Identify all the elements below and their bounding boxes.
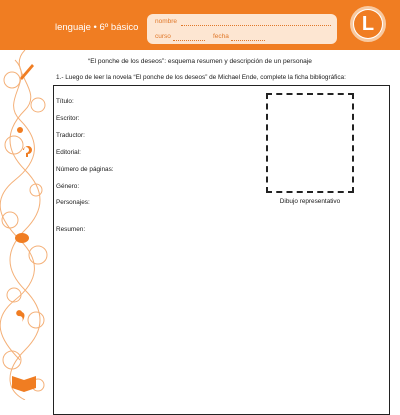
- instruction-text: 1.- Luego de leer la novela “El ponche de los deseos” de Michael Ende, complete la ficha bibliográfica:: [56, 74, 346, 81]
- field-titulo: Título:: [56, 98, 74, 105]
- nombre-field[interactable]: [181, 25, 331, 26]
- drawing-area[interactable]: [266, 93, 354, 193]
- quill-icon: [20, 64, 34, 80]
- comma-icon: [16, 310, 24, 322]
- drawing-caption: Dibujo representativo: [279, 198, 341, 205]
- logo-letter: L: [354, 10, 382, 38]
- student-info-box: [147, 14, 337, 44]
- field-resumen: Resumen:: [56, 226, 86, 233]
- decorative-swirl-border: [0, 50, 50, 400]
- subject-logo: [350, 6, 386, 42]
- question-mark-icon: [23, 146, 32, 157]
- field-personajes: Personajes:: [56, 199, 90, 206]
- fecha-label: fecha: [213, 33, 229, 40]
- fecha-field[interactable]: [231, 40, 265, 41]
- book-icon: [12, 376, 36, 392]
- subject-label: lenguaje • 6º básico: [55, 22, 139, 33]
- speech-bubble-icon: [15, 233, 29, 243]
- curso-label: curso: [155, 33, 171, 40]
- field-editorial: Editorial:: [56, 149, 81, 156]
- curso-field[interactable]: [173, 40, 205, 41]
- field-numero-paginas: Número de páginas:: [56, 166, 114, 173]
- worksheet-title: “El ponche de los deseos”: esquema resumen y descripción de un personaje: [88, 58, 312, 65]
- field-traductor: Traductor:: [56, 132, 85, 139]
- field-escritor: Escritor:: [56, 115, 80, 122]
- ink-drop-icon: [17, 127, 23, 133]
- field-genero: Género:: [56, 183, 80, 190]
- nombre-label: nombre: [155, 18, 178, 25]
